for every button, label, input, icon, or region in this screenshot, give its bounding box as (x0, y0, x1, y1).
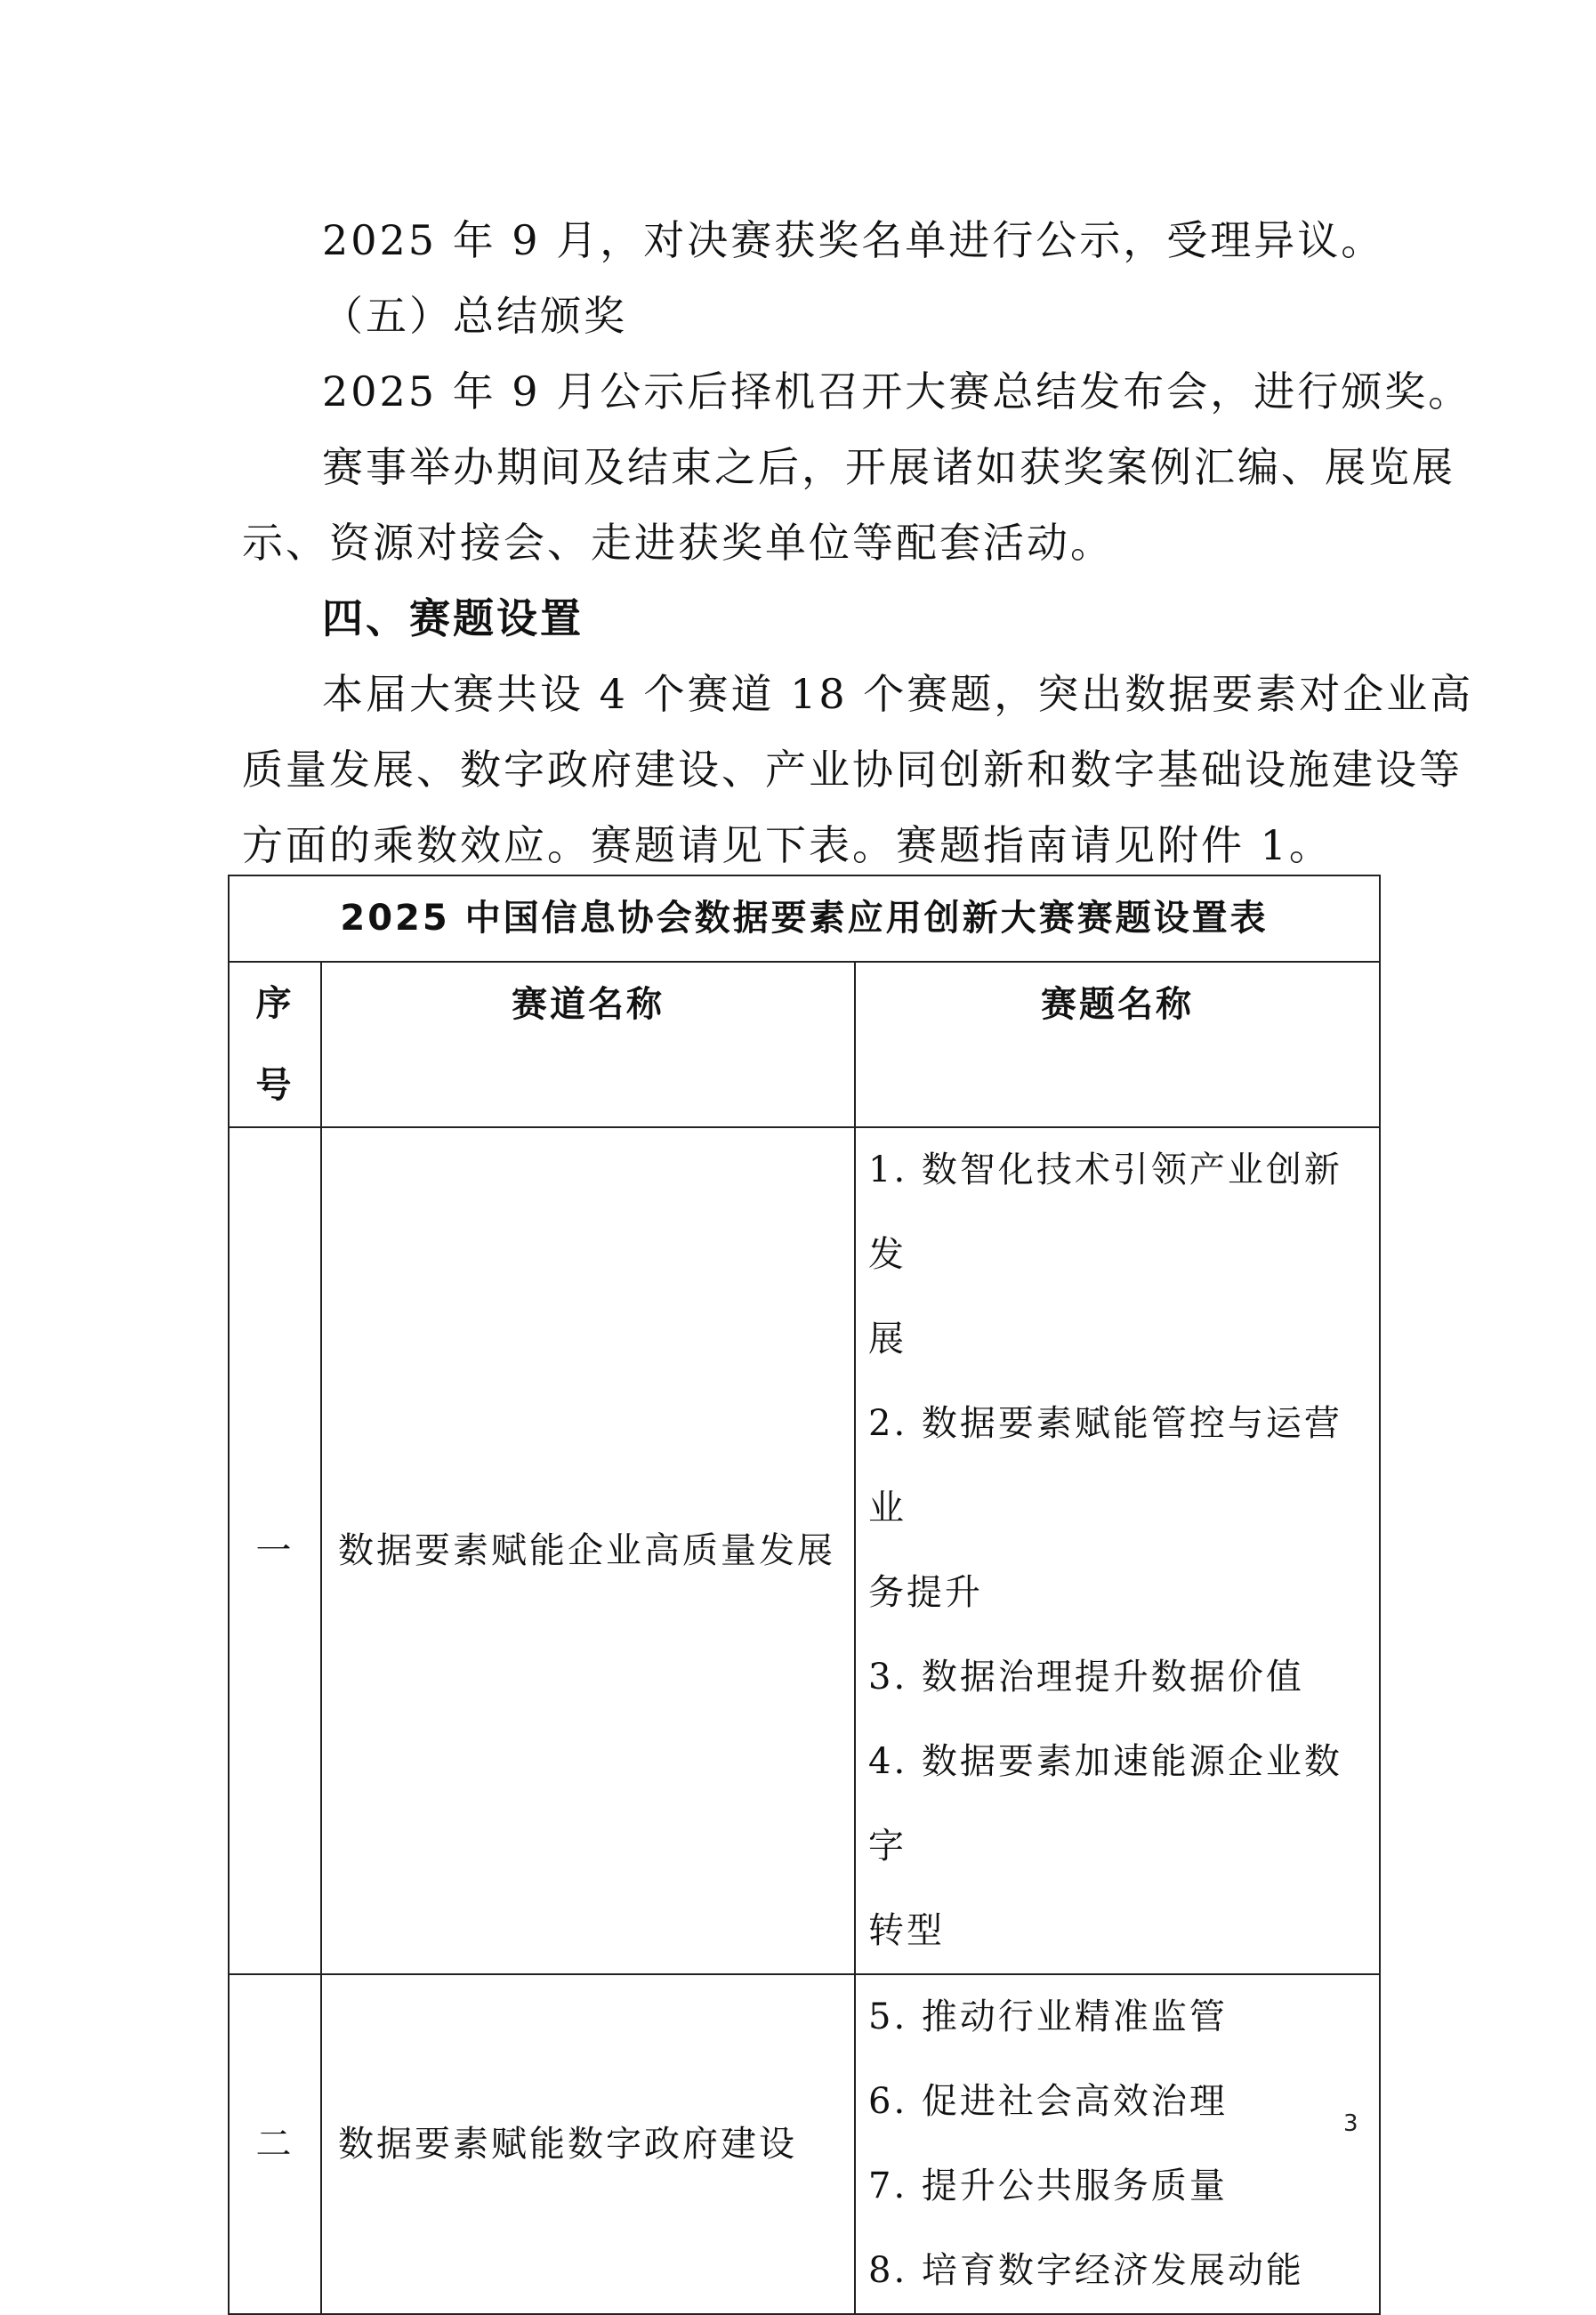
row-no: 二 (229, 1974, 321, 2314)
table-caption: 2025 中国信息协会数据要素应用创新大赛赛题设置表 (229, 875, 1380, 962)
section-heading-topics: 四、赛题设置 (322, 594, 584, 642)
row-track: 数据要素赋能企业高质量发展 (321, 1127, 855, 1974)
paragraph-announcement: 2025 年 9 月，对决赛获奖名单进行公示，受理异议。 (322, 216, 1385, 264)
topic-item: 务提升 (868, 1572, 983, 1613)
topic-item: 5. 推动行业精准监管 (868, 1996, 1228, 2037)
topic-item: 2. 数据要素赋能管控与运营业 (868, 1403, 1342, 1529)
paragraph-award-ceremony: 2025 年 9 月公示后择机召开大赛总结发布会，进行颁奖。 (322, 367, 1472, 415)
header-no (229, 962, 321, 1127)
section-heading-award: （五）总结颁奖 (322, 292, 627, 340)
topic-item: 7. 提升公共服务质量 (868, 2166, 1228, 2206)
paragraph-topics-line1: 本届大赛共设 4 个赛道 18 个赛题，突出数据要素对企业高 (322, 670, 1474, 718)
topic-item: 6. 促进社会高效治理 (868, 2081, 1228, 2122)
table-row (229, 1974, 1380, 2314)
row-no: 一 (229, 1127, 321, 1974)
topics-table (228, 875, 1381, 2315)
paragraph-topics-line3: 方面的乘数效应。赛题请见下表。赛题指南请见附件 1。 (242, 821, 1333, 869)
header-track: 赛道名称 (321, 962, 855, 1127)
paragraph-activities-line2: 示、资源对接会、走进获奖单位等配套活动。 (242, 519, 1114, 567)
topic-item: 转型 (868, 1910, 945, 1951)
topic-item: 8. 培育数字经济发展动能 (868, 2250, 1304, 2291)
paragraph-topics-line2: 质量发展、数字政府建设、产业协同创新和数字基础设施建设等 (242, 746, 1463, 794)
topic-item: 展 (868, 1319, 907, 1359)
table-row (229, 1127, 1380, 1974)
topic-item: 4. 数据要素加速能源企业数字 (868, 1741, 1342, 1867)
paragraph-activities-line1: 赛事举办期间及结束之后，开展诸如获奖案例汇编、展览展 (322, 443, 1455, 491)
header-no-line1: 序 (255, 983, 294, 1024)
topic-item: 3. 数据治理提升数据价值 (868, 1657, 1304, 1698)
table-header-row (229, 962, 1380, 1127)
row-topics (855, 1127, 1380, 1974)
page-number: 3 (1343, 2110, 1358, 2137)
header-no-line2: 号 (255, 1065, 294, 1106)
topic-item: 1. 数智化技术引领产业创新发 (868, 1149, 1342, 1275)
header-topic: 赛题名称 (855, 962, 1380, 1127)
row-track: 数据要素赋能数字政府建设 (321, 1974, 855, 2314)
row-topics (855, 1974, 1380, 2314)
